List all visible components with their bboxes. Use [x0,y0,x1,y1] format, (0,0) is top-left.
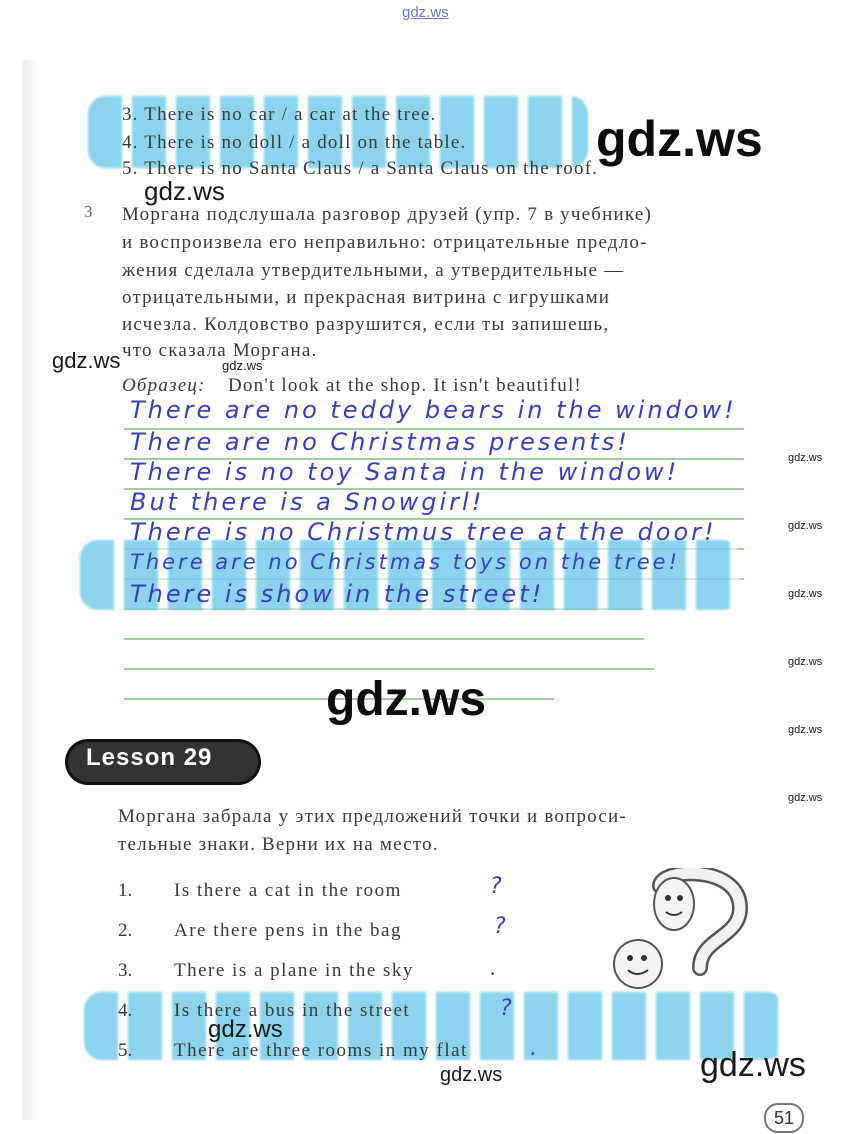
item-text: There are three rooms in my flat [174,1040,468,1061]
task-paragraph-line-5: исчезла. Колдовство разрушится, если ты запишешь, [122,314,610,335]
watermark-medium-4: gdz.ws [700,1046,806,1084]
watermark-side-4: gdz.ws [788,656,823,668]
answer-line-3: There is no toy Santa in the window! [130,458,680,486]
watermark-side-6: gdz.ws [788,792,823,804]
exercise-line-5: 5. There is no Santa Claus / a Santa Claus on the roof. [122,158,599,179]
task-paragraph-line-3: жения сделала утвердительными, а утвердительные — [122,260,625,281]
watermark-large-2: gdz.ws [326,673,487,726]
item-number: 3. [118,960,133,981]
watermark-medium-2: gdz.ws [52,348,121,373]
item-text: Are there pens in the bag [174,920,402,941]
watermark-medium-1: gdz.ws [144,176,225,206]
sample-text: Don't look at the shop. It isn't beautiful! [228,375,582,396]
task-paragraph-line-6: что сказала Моргана. [122,340,318,361]
item-number: 5. [118,1040,133,1061]
watermark-side-3: gdz.ws [788,588,823,600]
exercise-line-3: 3. There is no car / a car at the tree. [122,104,437,125]
answer-line-4: But there is a Snowgirl! [130,488,485,516]
task-paragraph-line-2: и воспроизвела его неправильно: отрицательные предло- [122,232,648,253]
answer-line-1: There are no teddy bears in the window! [130,396,737,424]
watermark-side-5: gdz.ws [788,724,823,736]
item-mark: ? [494,914,506,939]
watermark-medium-3: gdz.ws [208,1016,283,1043]
watermark-side-1: gdz.ws [788,452,823,464]
item-mark: ? [490,874,502,899]
page-edge-shadow [22,60,40,1120]
task-paragraph-line-1: Моргана подслушала разговор друзей (упр. 7 в учебнике) [122,204,652,225]
task-number: 3 [84,202,94,221]
sample-label: Образец: [122,375,206,396]
item-text: Is there a cat in the room [174,880,402,901]
watermark-large-1: gdz.ws [596,111,763,167]
item-number: 4. [118,1000,133,1021]
item-number: 2. [118,920,133,941]
answer-line-6: There are no Christmas toys on the tree! [130,550,680,574]
question-mark-illustration [600,868,780,1008]
watermark-medium-5: gdz.ws [440,1064,503,1086]
watermark-tiny-1: gdz.ws [222,358,263,373]
answer-line-2: There are no Christmas presents! [130,428,630,456]
answer-line-5: There is no Christmus tree at the door! [130,518,717,546]
watermark-side-2: gdz.ws [788,520,823,532]
item-text: There is a plane in the sky [174,960,414,981]
task-paragraph-line-4: отрицательными, и прекрасная витрина с игрушками [122,287,611,308]
item-mark: . [530,1036,537,1061]
ruled-line [124,638,644,640]
watermark-top: gdz.ws [402,4,449,21]
item-mark: ? [500,996,512,1021]
item-mark: . [490,956,497,981]
lesson-instruction-line-1: Моргана забрала у этих предложений точки и вопроси- [118,806,627,827]
lesson-title: Lesson 29 [86,744,213,771]
exercise-line-4: 4. There is no doll / a doll on the table. [122,132,467,153]
item-text: Is there a bus in the street [174,1000,411,1021]
answer-line-7: There is show in the street! [130,580,545,608]
page-number: 51 [764,1103,804,1133]
ruled-line [124,668,654,670]
item-number: 1. [118,880,133,901]
lesson-instruction-line-2: тельные знаки. Верни их на место. [118,834,439,855]
